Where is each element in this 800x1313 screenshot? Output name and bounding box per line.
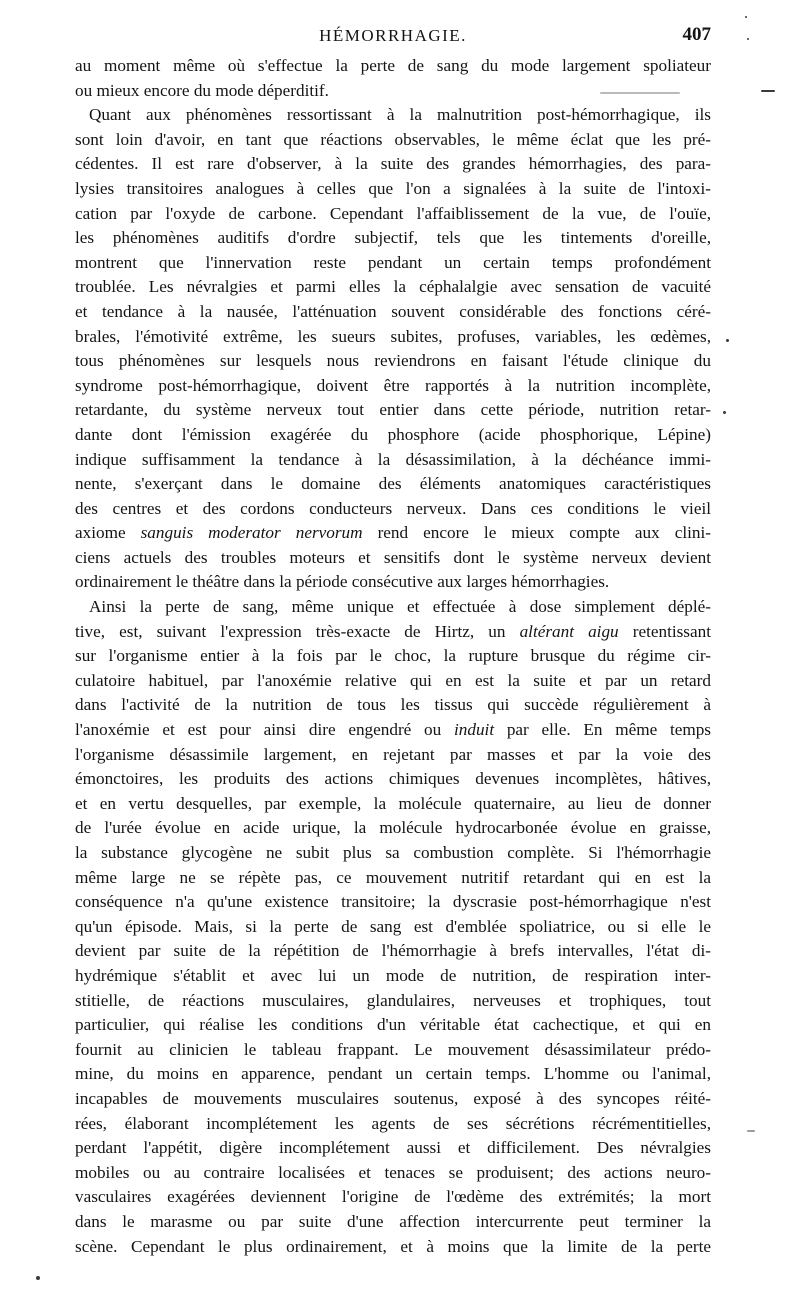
text-line: scène. Cependant le plus ordinairement, et à moins que la limite de la perte — [75, 1236, 711, 1256]
text-line: dans l'activité de la nutrition de tous les tissus qui succède régulièrement à — [75, 695, 711, 715]
text-line: brales, l'émotivité extrême, les sueurs subites, profuses, variables, les œdèmes, — [75, 326, 711, 346]
text-segment: l'anoxémie et est pour ainsi dire engendré ou — [75, 720, 454, 740]
text-line: conséquence n'a qu'une existence transitoire; la dyscrasie post-hémorrhagique n'est — [75, 892, 711, 912]
text-line: l'organisme désassimile largement, en rejetant par masses et par la voie des — [75, 744, 711, 764]
scan-speck — [745, 16, 747, 18]
text-line: au moment même où s'effectue la perte de sang du mode largement spoliateur — [75, 56, 711, 75]
italic-phrase: induit — [453, 720, 495, 740]
text-line: perdant l'appétit, digère incomplétement aussi et difficilement. Des névralgies — [75, 1138, 711, 1158]
text-line: de l'urée évolue en acide urique, la molécule hydrocarbonée évolue en graisse, — [75, 818, 711, 838]
scan-speck — [761, 90, 775, 92]
text-line: sur l'organisme entier à la fois par le choc, la rupture brusque du régime cir- — [75, 646, 711, 666]
scan-speck — [726, 339, 729, 342]
text-line: hydrémique s'établit et avec lui un mode de nutrition, de respiration inter- — [75, 965, 711, 985]
text-line: qu'un épisode. Mais, si la perte de sang est d'emblée spoliatrice, ou si elle le — [75, 916, 711, 936]
text-line: ordinairement le théâtre dans la période consécutive aux larges hémorrhagies. — [75, 572, 610, 592]
scan-speck — [36, 1276, 40, 1280]
text-line: cédentes. Il est rare d'observer, à la suite des grandes hémorrhagies, des para- — [75, 154, 711, 174]
text-line: même large ne se répète pas, ce mouvement nutritif retardant qui en est la — [75, 867, 711, 887]
text-line: des centres et des cordons conducteurs nerveux. Dans ces conditions le vieil — [75, 498, 711, 518]
text-line — [75, 718, 711, 743]
text-line: cation par l'oxyde de carbone. Cependant l'affaiblissement de la vue, de l'ouïe, — [75, 203, 711, 223]
text-line: et en vertu desquelles, par exemple, la molécule quaternaire, au lieu de donner — [75, 793, 711, 813]
text-line: Quant aux phénomènes ressortissant à la malnutrition post-hémorrhagique, ils — [89, 105, 711, 125]
running-header — [75, 22, 711, 48]
text-line: et tendance à la nausée, l'atténuation souvent considérable des fonctions céré- — [75, 301, 711, 321]
text-line: dans le marasme ou par suite d'une affection intercurrente peut terminer la — [75, 1211, 711, 1231]
text-line: sont loin d'avoir, en tant que réactions observables, le même éclat que les pré- — [75, 129, 711, 149]
text-line — [75, 521, 711, 546]
text-line: les phénomènes auditifs d'ordre subjectif, tels que les tintements d'oreille, — [75, 228, 711, 248]
body-text — [75, 54, 711, 1259]
scan-speck — [600, 92, 680, 94]
scan-speck — [747, 1130, 755, 1132]
scan-speck — [747, 38, 749, 40]
text-line: syndrome post-hémorrhagique, doivent être rapportés à la nutrition incomplète, — [75, 375, 711, 395]
text-line: rées, élaborant incomplétement les agents de ses sécrétions récrémentitielles, — [75, 1113, 711, 1133]
text-line: troublée. Les névralgies et parmi elles la céphalalgie avec sensation de vacuité — [75, 277, 711, 297]
text-segment: rend encore le mieux compte aux clini- — [362, 523, 711, 543]
text-line: vasculaires exagérées deviennent l'origine de l'œdème des extrémités; la mort — [75, 1187, 711, 1207]
scan-speck — [723, 411, 726, 414]
text-segment: retentissant — [618, 621, 711, 641]
text-line: émonctoires, les produits des actions chimiques devenues incomplètes, hâtives, — [75, 769, 711, 789]
text-line: stitielle, de réactions musculaires, glandulaires, nerveuses et trophiques, tout — [75, 990, 711, 1010]
text-line: mobiles ou au contraire localisées et tenaces se produisent; des actions neuro- — [75, 1162, 711, 1182]
text-segment: axiome — [75, 523, 141, 543]
italic-phrase: sanguis moderator nervorum — [140, 523, 363, 543]
italic-phrase: altérant aigu — [519, 621, 619, 641]
text-line: mine, du moins en apparence, pendant un certain temps. L'homme ou l'animal, — [75, 1064, 711, 1084]
text-line: culatoire habituel, par l'anoxémie relative qui en est la suite et par un retard — [75, 670, 711, 690]
page-number: 407 — [682, 24, 711, 45]
running-title: HÉMORRHAGIE. — [319, 26, 467, 45]
text-line: ou mieux encore du mode déperditif. — [75, 80, 329, 100]
text-line: fournit au clinicien le tableau frappant. Le mouvement désassimilateur prédo- — [75, 1039, 711, 1059]
text-segment: par elle. En même temps — [494, 720, 711, 740]
text-line: lysies transitoires analogues à celles que l'on a signalées à la suite de l'intoxi- — [75, 178, 711, 198]
text-line: nente, s'exerçant dans le domaine des éléments anatomiques caractéristiques — [75, 474, 711, 494]
text-line: la substance glycogène ne subit plus sa combustion complète. Si l'hémorrhagie — [75, 843, 711, 862]
text-line: dante dont l'émission exagérée du phosphore (acide phosphorique, Lépine) — [75, 424, 711, 444]
text-line: ciens actuels des troubles moteurs et sensitifs dont le système nerveux devient — [75, 547, 711, 567]
text-line: indique suffisamment la tendance à la désassimilation, à la déchéance immi- — [75, 449, 711, 469]
text-line — [75, 620, 711, 645]
text-line: devient par suite de la répétition de l'hémorrhagie à brefs intervalles, l'état di- — [75, 941, 711, 961]
text-line: tous phénomènes sur lesquels nous reviendrons en faisant l'étude clinique du — [75, 351, 711, 371]
text-line: montrent que l'innervation reste pendant un certain temps profondément — [75, 252, 711, 272]
text-line: Ainsi la perte de sang, même unique et effectuée à dose simplement déplé- — [89, 597, 711, 617]
text-line: particulier, qui réalise les conditions d'un véritable état cachectique, et qui en — [75, 1015, 711, 1035]
text-line: incapables de mouvements musculaires soutenus, exposé à des syncopes réité- — [75, 1088, 711, 1108]
text-line: retardante, du système nerveux tout entier dans cette période, nutrition retar- — [75, 400, 711, 420]
text-segment: tive, est, suivant l'expression très-exacte de Hirtz, un — [75, 621, 520, 641]
